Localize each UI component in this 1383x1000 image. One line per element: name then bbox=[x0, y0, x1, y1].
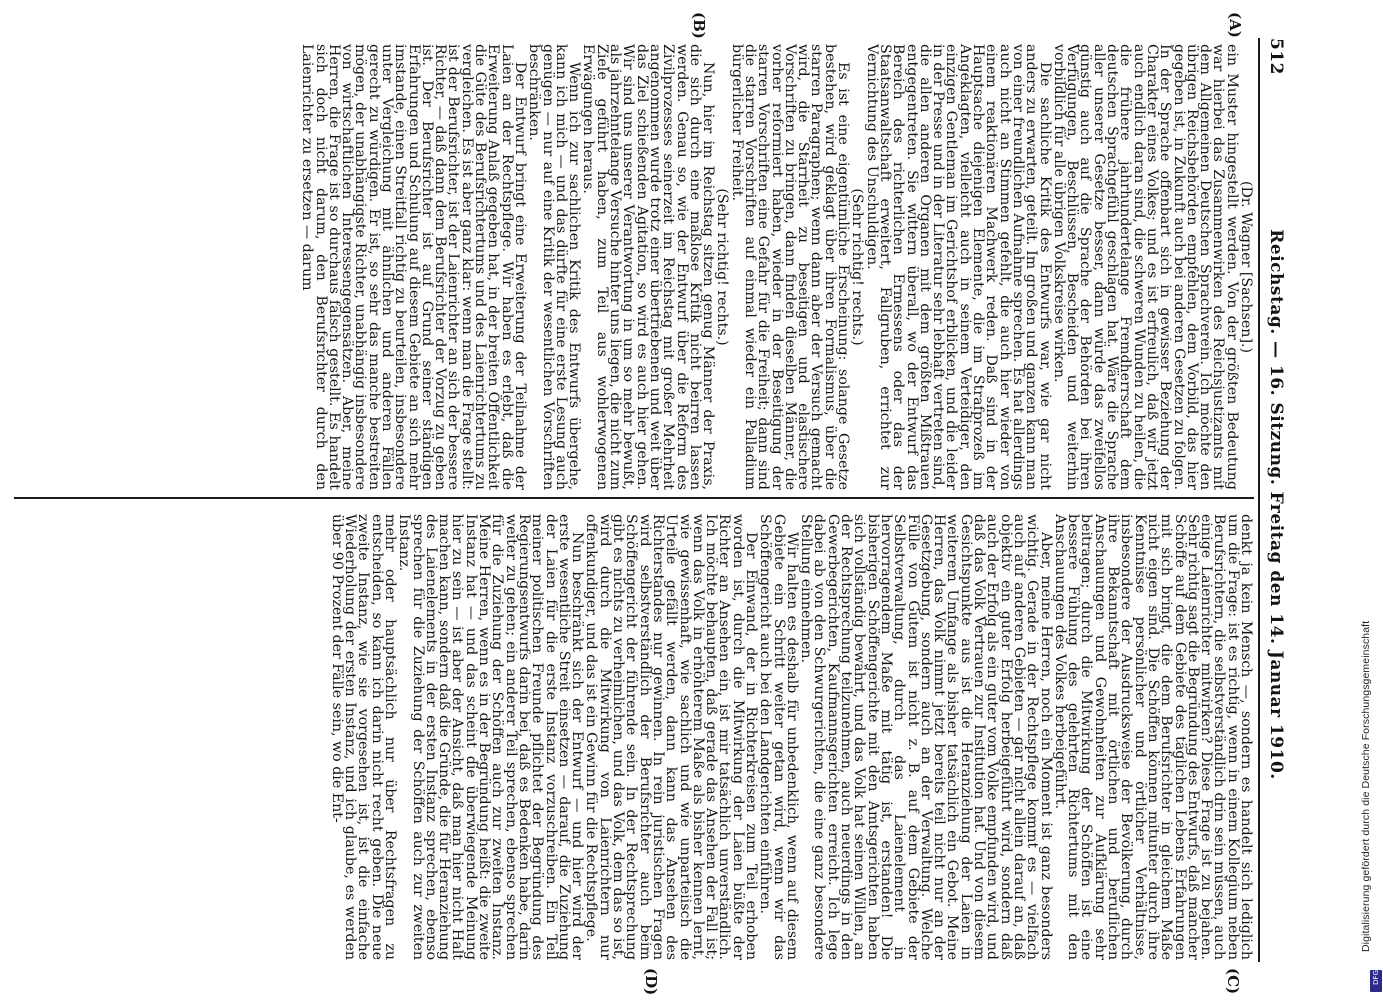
right-column bbox=[14, 514, 1252, 960]
header-rule bbox=[1258, 38, 1260, 962]
paragraph: Der Einwand, der in Richterkreisen zum Teil erhoben worden ist, durch die Mitwirkung der Laien büßte der Richter an Ansehen ein, ist mir tatsächlich unverständlich. Ich möchte behaupten, daß gerade das Ansehen der Fall ist; wenn das Volk in erhöhterem Maße als bisher kennen lernt, wie gewissenhaft, wie sachlich und wie unparteiisch die Urteile gefällt werden, dann kann das Ansehen des Richterstandes nur gewinnen. In rein juristischen Fragen wird selbstverständlich der Berufsrichter auch beim Schöffengericht der führende sein. In der Rechtsprechung gibt es nichts zu verheimlichen, und das Volk, dem das so ist, wird durch die Mitwirkung von Laienrichtern nur offenkundiger, und das ist ein Gewinn für die Rechtspflege. bbox=[583, 514, 760, 960]
speaker-label: (Dr. Wagner [Sachsen].) bbox=[1238, 180, 1254, 354]
left-column bbox=[14, 44, 1252, 490]
paragraph: mehr oder hauptsächlich nur über Rechtsfragen zu entscheiden, so kann ich darin nicht recht geben. Die neue zweite Instanz, wie sie vorgesehen ist, ist die einfache Wiederholung der ersten Instanz, und ich glaube, es werden über 90 Prozent der Fälle sein, wo die Ent- bbox=[328, 514, 398, 960]
dfg-logo bbox=[1370, 970, 1382, 992]
paragraph: Es ist eine eigentümliche Erscheinung: solange Gesetze bestehen, wird geklagt über ihren Formalismus, über die starren Paragraphen; wenn dann aber der Versuch gemacht wird, die Starrheit zu beseitigen und elastischere Vorschriften zu bringen, dann finden dieselben Männer, die vorher reformiert haben, wieder in der Beseitigung der starren Vorschriften eine Gefahr für die Freiheit; dann sind die starren Vorschriften auf einmal wieder ein Palladium bürgerlicher Freiheit. bbox=[728, 44, 852, 490]
interjection: (Sehr richtig! rechts.) bbox=[714, 188, 731, 346]
paragraph: ein Muster hingestellt werden. Von der größten Bedeutung war hierbei das Zusammenwirken des Reichsjustizamts mit dem Allgemeinen Deutschen Sprachverein. Ich möchte den übrigen Reichsbehörden empfehlen, dem Vorbild, das hier gegeben ist, in Zukunft auch bei anderen Gesetzen zu folgen. In der Sprache offenbart sich in gewisser Beziehung der Charakter eines Volkes; und es ist erfreulich, daß wir jetzt auch endlich daran sind, die schweren Wunden zu heilen, die die frühere jahrhundertelange Fremdherrschaft dem deutschen Sprachgefühl geschlagen hat. Wäre die Sprache aller unserer Gesetze besser, dann würde das zweifellos günstig auch auf die Sprache der Behörden bei ihren Verfügungen, Beschlüssen, Bescheiden und weiterhin vorbildlich für alle übrigen Volkskreise wirken. bbox=[1050, 44, 1240, 490]
dfg-logo-text: DFG bbox=[1372, 970, 1380, 985]
page-header bbox=[1264, 38, 1288, 962]
digitization-note-text: Digitalisierung gefördert durch die Deutsche Forschungsgemeinschaft bbox=[1360, 620, 1372, 952]
margin-mark-b: (B) bbox=[690, 12, 708, 39]
paragraph: Der Entwurf bringt eine Erweiterung der Teilnahme der Laien an der Rechtspflege. Wir haben es erlebt, daß die Erweiterung Anlaß gegeben hat, in der breiten Öffentlichkeit die Güte des Berufsrichtertums und des Laienrichtertums zu vergleichen. Es ist aber ganz klar: wenn man die Frage stellt: ist der Berufsrichter, ist der Laienrichter an sich der bessere Richter, — daß dann dem Berufsrichter der Vorzug zu geben ist. Der Berufsrichter ist auf Grund seiner ständigen Erfahrungen und Schulung auf diesem Gebiete an sich mehr imstande, einen Streitfall richtig zu beurteilen, insbesondere unter Vergleichung mit ähnlichen und anderen Fällen gerecht zu würdigen. Er ist, so sehr das manche bestreiten mögen, der unabhängigste Richter, unabhängig insbesondere von wirtschaftlichen Interessengegensätzen. Aber, meine Herren, die Frage ist so durchaus falsch gestellt. Es handelt sich doch nicht darum, den Berufsrichter durch den Laienrichter zu ersetzen — darum bbox=[299, 44, 528, 490]
paragraph: Nun, hier im Reichstag sitzen genug Männer der Praxis, die sich durch eine maßlose Kritik nicht beirren lassen werden. Genau so, wie der Entwurf über die Reform des Zivilprozesses seinerzeit im Reichstag mit großer Mehrheit angenommen wurde trotz einer übertriebenen und weit über das Ziel schießenden Agitation, so wird es auch hier gehen. Wir sind uns unserer Verantwortung in um so mehr bewußt, als jahrzehntelange Versuche hinter uns liegen, die nicht zum Ziele geführt haben, zum Teil aus wohlerwogenen Erwägungen heraus. bbox=[580, 44, 717, 490]
page-number: 512 bbox=[1266, 38, 1286, 75]
interjection: (Sehr richtig! rechts.) bbox=[849, 188, 866, 346]
paragraph: Wenn ich zur sachlichen Kritik des Entwurfs übergehe, kann ich mich — und das dürfte für eine erste Lesung auch genügen — nur auf eine Kritik der wesentlichen Vorschriften beschränken. bbox=[526, 44, 583, 490]
paragraph: Die sachliche Kritik des Entwurfs war, wie gar nicht anders zu erwarten, geteilt. Im großen und ganzen kann man von einer freundlichen Aufnahme sprechen. Es hat allerdings auch nicht an Stimmen gefehlt, die auch hier wieder von einem reaktionären Machwerk reden. Daß sind in der Hauptsache diejenigen Elemente, die im Strafprozeß im Angeklagten, vielleicht auch in seinem Verteidiger, den einzigen Gentleman im Gerichtshof erblicken, und die leider in der Presse und in der Literatur sehr lebhaft vertreten sind, die allen anderen Organen mit dem größten Mißtrauen entgegentreten. Sie wittern überall, wo der Entwurf das Bereich des richterlichen Ermessens oder das der Staatsanwaltschaft erweitert, Fallgruben, errichtet zur Vernichtung des Unschuldigen. bbox=[863, 44, 1053, 490]
margin-mark-a: (A) bbox=[1226, 12, 1244, 38]
paragraph: Aber, meine Herren, noch ein Moment ist ganz besonders wichtig. Gerade in der Rechtspflege kommt es — vielfach auch auf anderen Gebieten — gar nicht allein darauf an, daß objektiv ein guter Erfolg herbeigeführt wird, sondern daß auch der Erfolg als ein guter vom Volke empfunden wird, und daß das Volk Vertrauen zur Institution hat. Und von diesem Gesichtspunkte aus ist die Heranziehung der Laien in weiterem Umfange als bisher tatsächlich ein Gebot. Meine Herren, das Volk nimmt jetzt bereits teil nicht nur an der Gesetzgebung, sondern auch an der Verwaltung. Welche Fülle von Gutem ist nicht z. B. auf dem Gebiete der Selbstverwaltung, durch das Laienelement in hervorragendem Maße mit tätig ist, erstanden! Die bisherigen Schöffengerichte mit den Amtsgerichten haben sich vollständig bewährt, und das Volk hat seinen Willen, an der Rechtsprechung teilzunehmen, auch neuerdings in den Gewerbegerichten, Kaufmannsgerichten erreicht. Ich lege dabei ab von den Schwurgerichten, die eine ganz besondere Stellung einnehmen. bbox=[798, 514, 1054, 960]
paragraph: denkt ja kein Mensch —, sondern es handelt sich lediglich um die Frage: ist es richtig, wenn in einem Kollegium neben Berufsrichtern, die selbstverständlich drin sein müssen, auch einige Laienrichter mitwirken? Diese Frage ist zu bejahen. Sehr richtig sagt die Begründung des Entwurfs, daß mancher Schöffe auf dem Gebiete des täglichen Lebens Erfahrungen mit sich bringt, die dem Berufsrichter in gleichem Maße nicht eigen sind. Die Schöffen können mitunter durch ihre Kenntnisse persönlicher und örtlicher Verhältnisse, insbesondere der Ausdrucksweise der Bevölkerung, durch ihre Bekanntschaft mit örtlichen und beruflichen Anschauungen und Gewohnheiten zur Aufklärung sehr beitragen; durch die Mitwirkung der Schöffen ist eine bessere Fühlung des gelehrten Richtertums mit den Anschauungen des Volkes herbeigeführt. bbox=[1051, 514, 1254, 960]
paragraph: Wir halten es deshalb für unbedenklich, wenn auf diesem Gebiete ein Schritt weiter getan wird, wenn wir das Schöffengericht auch bei den Landgerichten einführen. bbox=[757, 514, 800, 960]
column-separator bbox=[14, 497, 1254, 499]
paragraph: Nun beschränkt sich der Entwurf — und hier wird der erste wesentliche Streit einsetzen — darauf, die Zuziehung der Laien für die erste Instanz vorzuschreiben. Ein Teil meiner politischen Freunde pflichtet der Begründung des Regierungsentwurfs darin bei, daß es Bedenken habe, darin weiter zu gehen; ein anderer Teil sprechen, ebenso sprechen für die Zuziehung der Schöffen auch zur zweiten Instanz. Meine Herren, wenn es in der Begründung heißt: die zweite Instanz hat — und das scheint die überwiegende Meinung hier zu sein — ist aber der Ansicht, daß man hier nicht Halt machen kann, sondern daß die Gründe, die für Heranziehung des Laienelements in der ersten Instanz sprechen, ebenso sprechen für die Zuziehung der Schöffen auch zur zweiten Instanz. bbox=[396, 514, 586, 960]
margin-mark-c: (C) bbox=[1224, 968, 1242, 995]
page-title: Reichstag. — 16. Sitzung. Freitag den 14. Januar 1910. bbox=[1266, 229, 1286, 780]
margin-mark-d: (D) bbox=[642, 968, 660, 996]
